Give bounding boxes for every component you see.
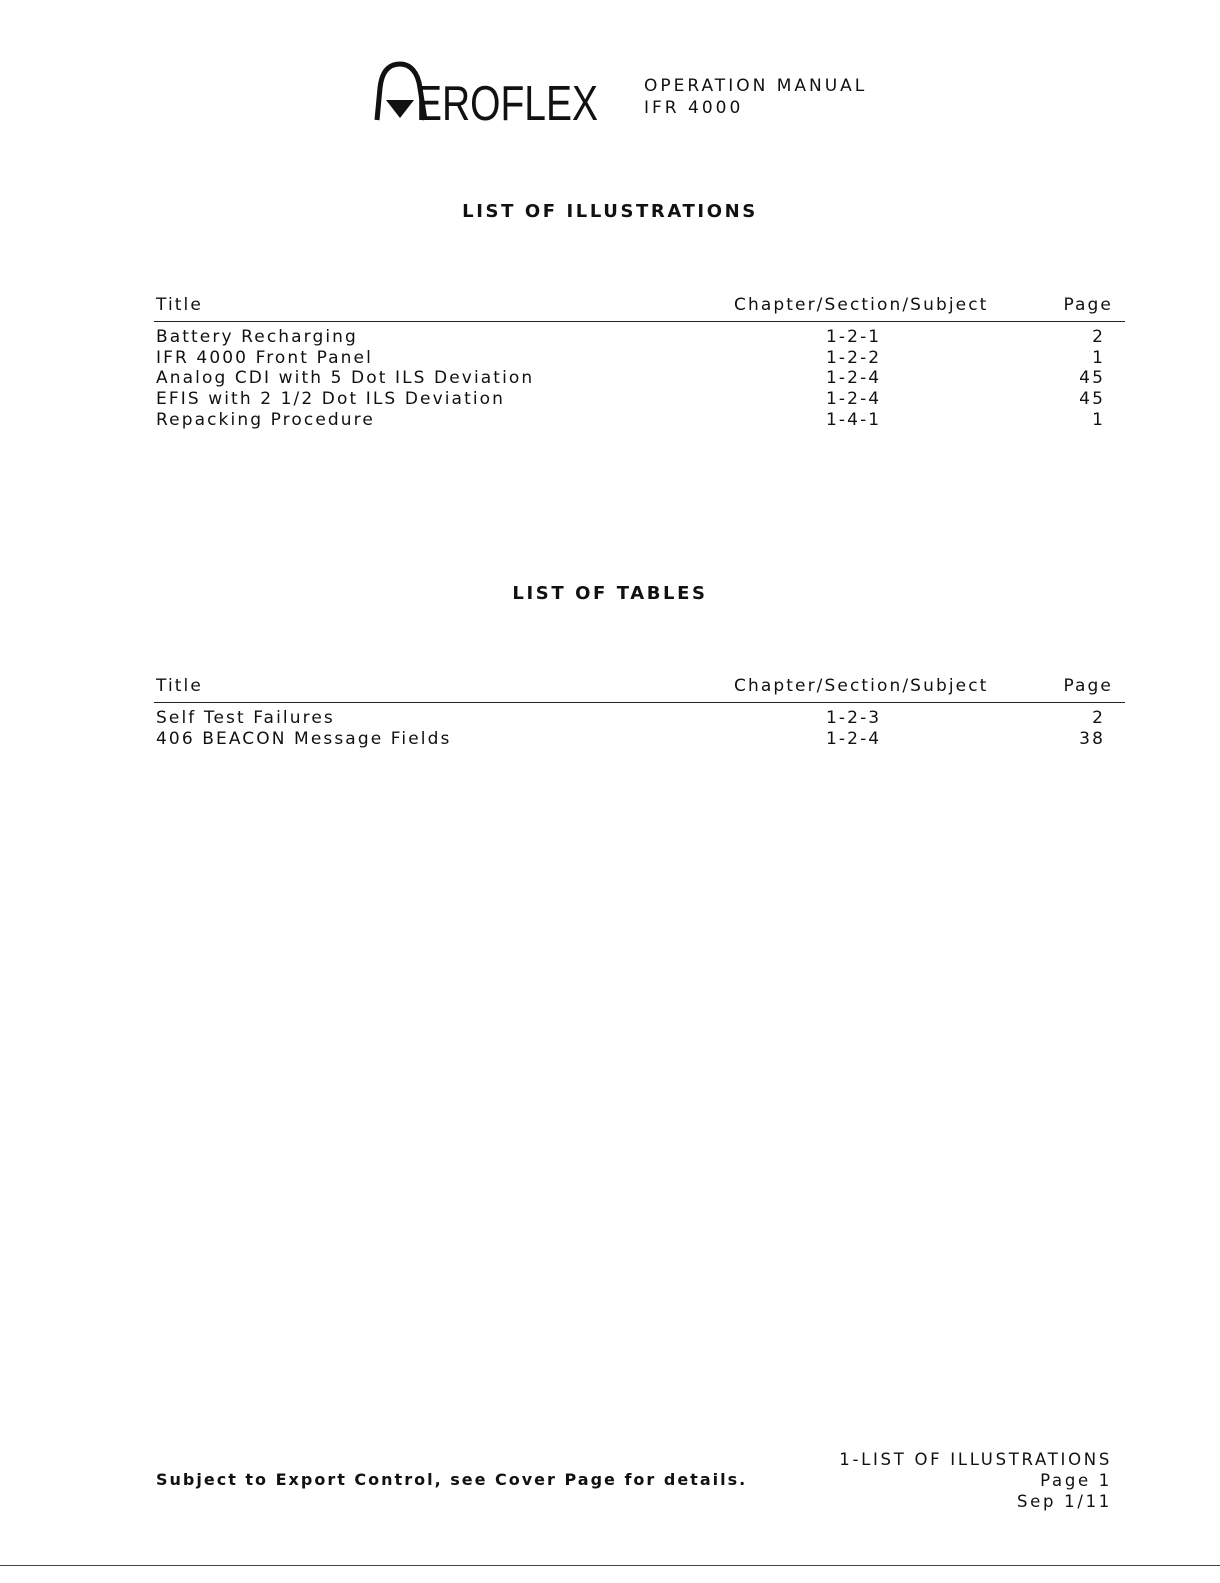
row-chapter: 1-2-2 [826, 347, 882, 368]
row-chapter: 1-2-1 [826, 327, 882, 347]
row-page: 2 [1092, 327, 1105, 347]
illustrations-table-header [154, 295, 1125, 322]
table-row [154, 410, 1125, 431]
page-footer [839, 1449, 1112, 1512]
table-row [154, 708, 1125, 729]
row-title: Analog CDI with 5 Dot ILS Deviation [156, 368, 535, 389]
manual-heading [644, 75, 867, 119]
page-bottom-rule [0, 1565, 1220, 1566]
manual-type: OPERATION MANUAL [644, 76, 868, 96]
footer-page-number: Page 1 [1040, 1471, 1112, 1490]
title-column-header: Title [156, 676, 203, 696]
title-column-header: Title [156, 295, 203, 315]
footer-section: 1-LIST OF ILLUSTRATIONS [839, 1450, 1112, 1469]
page-column-header: Page [1063, 676, 1113, 696]
footer-date: Sep 1/11 [1017, 1492, 1112, 1511]
row-title: Battery Recharging [156, 327, 358, 347]
table-row [154, 368, 1125, 389]
table-row [154, 327, 1125, 348]
row-page: 2 [1092, 708, 1105, 728]
logo-text: EROFLEX [416, 77, 598, 131]
row-chapter: 1-2-4 [826, 389, 882, 410]
product-name: IFR 4000 [644, 98, 744, 118]
page-column-header: Page [1063, 295, 1113, 315]
chapter-column-header: Chapter/Section/Subject [734, 295, 989, 315]
list-of-tables-title: LIST OF TABLES [512, 583, 708, 604]
row-chapter: 1-2-4 [826, 368, 882, 389]
row-page: 38 [1079, 728, 1105, 749]
row-page: 1 [1092, 347, 1105, 368]
tables-rows [154, 708, 1125, 749]
illustrations-table [154, 295, 1125, 430]
row-title: 406 BEACON Message Fields [156, 728, 452, 749]
tables-table [154, 676, 1125, 749]
row-page: 45 [1079, 389, 1105, 410]
table-row [154, 348, 1125, 369]
table-row [154, 389, 1125, 410]
row-title: EFIS with 2 1/2 Dot ILS Deviation [156, 389, 506, 410]
document-header [372, 60, 892, 130]
row-title: Self Test Failures [156, 708, 335, 728]
row-chapter: 1-2-3 [826, 708, 882, 728]
chapter-column-header: Chapter/Section/Subject [734, 676, 989, 696]
row-title: Repacking Procedure [156, 409, 375, 430]
row-page: 45 [1079, 368, 1105, 389]
table-row [154, 729, 1125, 750]
illustrations-rows [154, 327, 1125, 430]
tables-table-header [154, 676, 1125, 703]
list-of-illustrations-title: LIST OF ILLUSTRATIONS [462, 201, 758, 222]
row-chapter: 1-2-4 [826, 728, 882, 749]
row-page: 1 [1092, 409, 1105, 430]
row-chapter: 1-4-1 [826, 409, 882, 430]
export-control-notice: Subject to Export Control, see Cover Page for details. [156, 1470, 748, 1489]
aeroflex-logo [372, 60, 602, 131]
row-title: IFR 4000 Front Panel [156, 347, 373, 368]
